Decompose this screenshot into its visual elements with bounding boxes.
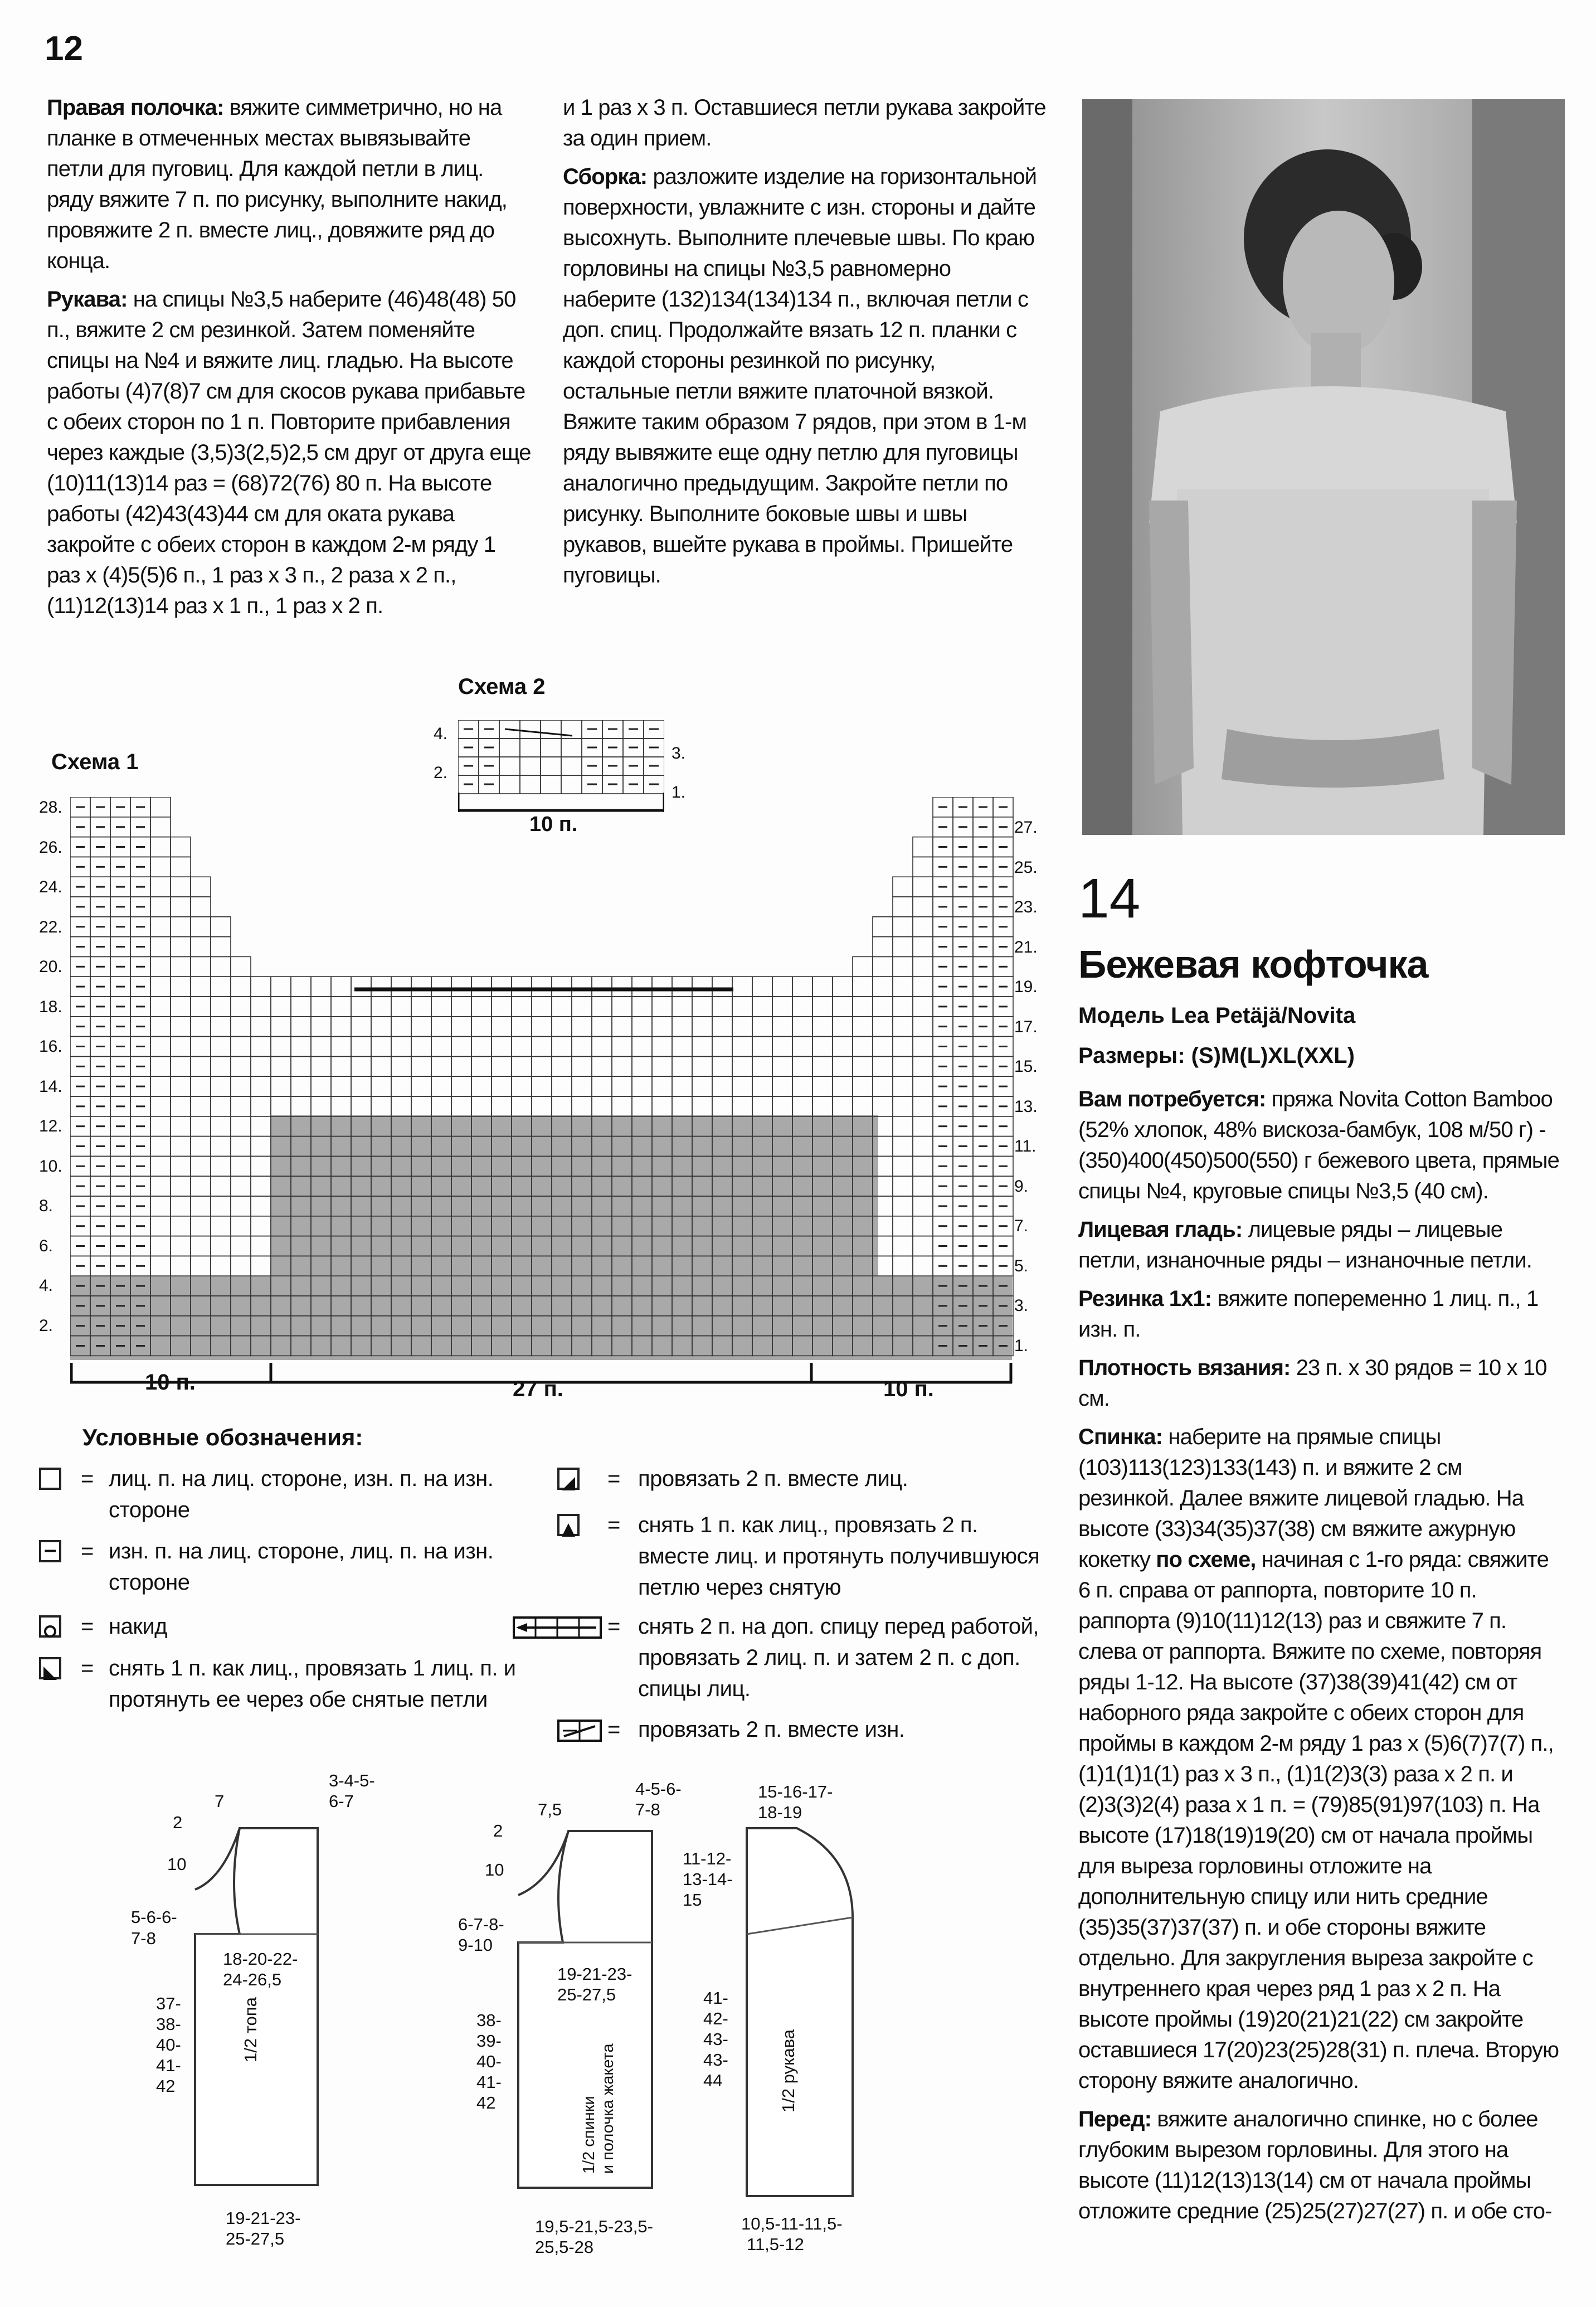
text-back-a: наберите на прямые спицы (103)113(123)133(143) п. и вяжите 2 см резинкой. Далее вяжите лицевой гладью. На высоте (33)34(35)37(38) см вяжите ажурную кокетку <box>1078 1425 1524 1572</box>
paragraph-stockinette <box>1078 1215 1563 1276</box>
paragraph-sleeve-end <box>563 93 1048 154</box>
pattern-2-dim: 7,5 <box>538 1800 562 1819</box>
pattern-2-dim: 39- <box>476 2031 502 2051</box>
pattern-3-dim: 11-12- <box>683 1849 732 1868</box>
paragraph-materials <box>1078 1084 1563 1207</box>
legend-text: снять 1 п. как лиц., провязать 1 лиц. п. и протянуть ее через обе снятые петли <box>109 1656 516 1712</box>
dash-square-icon: – <box>39 1540 61 1562</box>
pattern-3-label: 1/2 рукава <box>778 2029 798 2112</box>
text-front: вяжите аналогично спинке, но с более глубоким вырезом горловины. Для этого на высоте (11)12(13)13(14) см от начала проймы отложите средние (25)25(27)27(27) п. и обе сто- <box>1078 2107 1552 2223</box>
pattern-2-dim: 19,5-21,5-23,5- <box>535 2217 653 2236</box>
pattern-2-dim: 38- <box>476 2010 502 2030</box>
pattern-2-dim: 42 <box>476 2093 496 2112</box>
pattern-1-dim: 19-21-23- <box>226 2208 301 2228</box>
scheme-1-mid-width: 27 п. <box>513 1377 563 1401</box>
scheme-1-row-label: 13. <box>1014 1097 1038 1116</box>
scheme-2-row-label: 3. <box>672 744 686 762</box>
heading-right-front: Правая полочка: <box>47 95 224 120</box>
text-gauge: 23 п. х 30 рядов = 10 х 10 см. <box>1078 1356 1547 1411</box>
legend-equals: = <box>81 1539 94 1563</box>
pattern-2-dim: 25-27,5 <box>557 1985 616 2004</box>
pattern-1-dim: 38- <box>156 2014 181 2034</box>
legend-equals: = <box>607 1614 620 1639</box>
legend-equals: = <box>81 1466 94 1491</box>
pattern-2-dim: 41- <box>476 2072 502 2092</box>
scheme-1-row-label: 23. <box>1014 898 1038 916</box>
pattern-3-dim: 43- <box>703 2029 728 2049</box>
scheme-1-row-label: 6. <box>39 1236 53 1255</box>
scheme-2-row-label: 4. <box>434 725 448 743</box>
double-decrease-icon <box>557 1514 580 1536</box>
scheme-1-row-label: 9. <box>1014 1177 1029 1196</box>
scheme-1-row-label: 16. <box>39 1037 62 1056</box>
yarn-over-icon <box>39 1615 61 1638</box>
text-column-2 <box>563 93 1048 599</box>
scheme-1-row-label: 25. <box>1014 858 1038 877</box>
paragraph-sleeves <box>47 284 532 621</box>
pattern-1-dim: 7-8 <box>131 1929 156 1948</box>
heading-front: Перед: <box>1078 2107 1151 2131</box>
empty-square-icon <box>39 1468 61 1490</box>
pattern-1-label: 1/2 топа <box>241 1997 260 2062</box>
article-number: 14 <box>1078 867 1141 930</box>
legend-text: провязать 2 п. вместе лиц. <box>638 1466 908 1491</box>
scheme-1-row-label: 28. <box>39 798 62 817</box>
pattern-1-dim: 5-6-6- <box>131 1907 177 1927</box>
paragraph-assembly <box>563 162 1048 591</box>
legend-text: изн. п. на лиц. стороне, лиц. п. на изн. стороне <box>109 1539 494 1595</box>
paragraph-rib <box>1078 1284 1563 1345</box>
legend-equals: = <box>81 1614 94 1639</box>
text-column-3 <box>1078 1084 1563 2235</box>
scheme-1-row-label: 10. <box>39 1157 62 1176</box>
pattern-1-dim: 25-27,5 <box>226 2229 285 2248</box>
scheme-1-row-label: 19. <box>1014 978 1038 996</box>
scheme-1-row-label: 5. <box>1014 1256 1029 1275</box>
legend-text: лиц. п. на лиц. стороне, изн. п. на изн. стороне <box>109 1466 494 1522</box>
pattern-3-dim: 41- <box>703 1988 728 2008</box>
text-rib: вяжите попеременно 1 лиц. п., 1 изн. п. <box>1078 1286 1539 1342</box>
text-right-front: вяжите симметрично, но на планке в отмеченных местах вывязывайте петли для пуговиц. Для каждой петли в лиц. ряду вяжите 7 п. по рисунку, выполните накид, провяжите 2 п. вместе лиц., довяжите ряд до конца. <box>47 95 507 273</box>
legend-title: Условные обозначения: <box>82 1424 363 1450</box>
legend-text: снять 2 п. на доп. спицу перед работой, провязать 2 лиц. п. и затем 2 п. с доп. спицы лиц. <box>638 1614 1039 1701</box>
scheme-1-row-label: 17. <box>1014 1017 1038 1036</box>
scheme-1-row-label: 7. <box>1014 1217 1029 1235</box>
pattern-1-dim: 10 <box>167 1854 187 1874</box>
pattern-2-dim: 4-5-6- <box>635 1779 682 1799</box>
pattern-top-half <box>184 1817 351 2196</box>
legend-text: накид <box>109 1614 168 1639</box>
pattern-3-dim: 43- <box>703 2050 728 2070</box>
pattern-2-label-b: и полочка жакета <box>599 2043 617 2174</box>
scheme-1-row-label: 1. <box>1014 1336 1029 1355</box>
paragraph-back <box>1078 1422 1563 2096</box>
pattern-1-dim: 7 <box>215 1791 225 1811</box>
scheme-1-row-label: 3. <box>1014 1296 1029 1315</box>
purl-decrease-icon <box>557 1720 602 1742</box>
pattern-1-dim: 37- <box>156 1994 181 2013</box>
pattern-1-dim: 42 <box>156 2076 176 2096</box>
page-number: 12 <box>45 30 83 68</box>
text-column-1 <box>47 93 532 629</box>
scheme-1-right-width: 10 п. <box>883 1377 934 1401</box>
scheme-1-left-width: 10 п. <box>145 1370 196 1395</box>
pattern-1-dim: 3-4-5- <box>329 1771 375 1790</box>
pattern-2-dim: 10 <box>485 1860 504 1879</box>
pattern-2-label-a: 1/2 спинки <box>580 2096 598 2174</box>
pattern-3-dim: 42- <box>703 2009 728 2028</box>
pattern-1-dim: 2 <box>173 1813 183 1832</box>
scheme-1-row-label: 14. <box>39 1077 62 1096</box>
scheme-1-row-label: 22. <box>39 917 62 936</box>
scheme-1-row-label: 8. <box>39 1197 53 1215</box>
heading-sleeves: Рукава: <box>47 287 128 312</box>
article-sizes: Размеры: (S)M(L)XL(XXL) <box>1078 1043 1355 1068</box>
pattern-2-dim: 2 <box>493 1821 503 1840</box>
legend-equals: = <box>607 1466 620 1491</box>
pattern-2-dim: 25,5-28 <box>535 2237 594 2257</box>
text-sleeves: на спицы №3,5 наберите (46)48(48) 50 п., вяжите 2 см резинкой. Затем поменяйте спицы на №4 и вяжите лиц. гладью. На высоте работы (4)7(8)7 см для скосов рукава прибавьте с обеих сторон по 1 п. Повторите прибавления через каждые (3,5)3(2,5)2,5 см друг от друга еще (10)11(13)14 раз = (68)72(76) 80 п. На высоте работы (42)43(43)44 см для оката рукава закройте с обеих сторон в каждом 2-м ряду 1 раз х (4)5(5)6 п., 1 раз х 3 п., 2 раза х 2 п., (11)12(13)14 раз х 1 п., 1 раз х 2 п. <box>47 287 531 618</box>
scheme-1-row-label: 2. <box>39 1316 53 1335</box>
scheme-2-row-label: 2. <box>434 764 448 782</box>
legend-equals: = <box>81 1656 94 1681</box>
pattern-3-dim: 15-16-17- <box>758 1782 833 1801</box>
pattern-3-dim: 13-14- <box>683 1869 733 1889</box>
heading-assembly: Сборка: <box>563 164 648 189</box>
woman-in-blouse-photo <box>1082 99 1565 835</box>
pattern-2-dim: 19-21-23- <box>557 1964 632 1984</box>
scheme-1-title: Схема 1 <box>51 750 139 774</box>
pattern-1-dim: 40- <box>156 2035 181 2055</box>
pattern-3-dim: 44 <box>703 2071 723 2090</box>
pattern-2-label <box>580 2043 617 2174</box>
text-back-b: начиная с 1-го ряда: свяжите 6 п. справа от раппорта, повторите 10 п. раппорта (9)10(11)12(13) раз и свяжите 7 п. слева от раппорта. Вяжите по схеме, повторяя ряды 1-12. На высоте (37)38(39)41(42) см от наборного ряда закройте с обеих сторон для проймы в каждом 2-м ряду 1 раз х (5)6(7)7(7) п., (1)1(1)1(1) раз х 3 п., (1)1(2)3(3) раза х 2 п. и (2)3(3)2(4) раза х 1 п. = (79)85(91)97(103) п. На высоте (17)18(19)19(20) см от начала проймы для выреза горловины отложите на дополнительную спицу или нить средние (35)35(37)37(37) п. и обе стороны вяжите отдельно. Для закругления выреза закройте с внутреннего края через ряд 1 раз х 2 п. На высоте проймы (19)20(21)21(22) см закройте оставшиеся 17(20)23(25)28(31) п. плеча. Вторую сторону вяжите аналогично. <box>1078 1547 1559 2093</box>
left-decrease-icon <box>39 1657 61 1679</box>
legend-equals: = <box>607 1513 620 1537</box>
scheme-2-width-label: 10 п. <box>529 813 578 836</box>
pattern-2-dim: 7-8 <box>635 1800 660 1819</box>
pattern-1-dim: 24-26,5 <box>223 1970 282 1989</box>
legend-equals: = <box>607 1717 620 1742</box>
text-materials: пряжа Novita Cotton Bamboo (52% хлопок, 48% вискоза-бамбук, 108 м/50 г) - (350)400(450)500(550) г бежевого цвета, прямые спицы №4, круговые спицы №3,5 (40 см). <box>1078 1087 1559 1203</box>
scheme-1-row-label: 12. <box>39 1117 62 1135</box>
scheme-2-title: Схема 2 <box>458 674 546 699</box>
pattern-3-dim: 15 <box>683 1890 702 1910</box>
heading-stockinette: Лицевая гладь: <box>1078 1217 1243 1242</box>
legend-text: снять 1 п. как лиц., провязать 2 п. вместе лиц. и протянуть получившуюся петлю через снятую <box>638 1513 1040 1600</box>
article-model: Модель Lea Petäjä/Novita <box>1078 1003 1356 1028</box>
scheme-1-row-label: 21. <box>1014 938 1038 956</box>
text-stockinette: лицевые ряды – лицевые петли, изнаночные ряды – изнаночные петли. <box>1078 1217 1532 1273</box>
pattern-2-dim: 6-7-8- <box>458 1915 504 1934</box>
text-assembly: разложите изделие на горизонтальной поверхности, увлажните с изн. стороны и дайте высохнуть. Выполните плечевые швы. По краю горловины на спицы №3,5 равномерно наберите (132)134(134)134 п., включая петли с доп. спиц. Продолжайте вязать 12 п. планки с каждой стороны резинкой по рисунку, остальные петли вяжите платочной вязкой. Вяжите таким образом 7 рядов, при этом в 1-м ряду вывяжите еще одну петлю для пуговицы аналогично предыдущим. Закройте петли по рисунку. Выполните боковые швы и швы рукавов, вшейте рукава в проймы. Пришейте пуговицы. <box>563 164 1037 587</box>
scheme-1-row-label: 20. <box>39 958 62 976</box>
scheme-1-row-label: 15. <box>1014 1057 1038 1076</box>
pattern-1-dim: 18-20-22- <box>223 1949 298 1969</box>
text-back-bold: по схеме, <box>1156 1547 1256 1572</box>
pattern-2-dim: 9-10 <box>458 1935 493 1955</box>
pattern-3-dim: 11,5-12 <box>747 2235 804 2254</box>
pattern-1-dim: 41- <box>156 2056 181 2075</box>
cable-icon <box>513 1616 602 1639</box>
pattern-2-dim: 40- <box>476 2052 502 2071</box>
scheme-1-row-label: 24. <box>39 878 62 896</box>
scheme-1-row-label: 26. <box>39 838 62 857</box>
paragraph-right-front <box>47 93 532 276</box>
pattern-1-dim: 6-7 <box>329 1791 354 1811</box>
article-title: Бежевая кофточка <box>1078 943 1428 986</box>
scheme-1-row-label: 11. <box>1014 1137 1037 1155</box>
scheme-1-row-label: 18. <box>39 997 62 1016</box>
legend-text: провязать 2 п. вместе изн. <box>638 1717 905 1742</box>
pattern-3-dim: 18-19 <box>758 1803 802 1822</box>
paragraph-front <box>1078 2104 1563 2227</box>
scheme-2-row-label: 1. <box>672 783 686 802</box>
pattern-sleeve-half <box>736 1823 869 2207</box>
scheme-1-row-label: 4. <box>39 1276 53 1295</box>
heading-materials: Вам потребуется: <box>1078 1087 1266 1111</box>
pattern-3-dim: 10,5-11-11,5- <box>741 2214 843 2233</box>
model-photo <box>1082 99 1565 835</box>
scheme-1-row-label: 27. <box>1014 818 1038 837</box>
right-decrease-icon <box>557 1468 580 1490</box>
heading-rib: Резинка 1х1: <box>1078 1286 1212 1311</box>
heading-gauge: Плотность вязания: <box>1078 1356 1291 1380</box>
heading-back: Спинка: <box>1078 1425 1163 1449</box>
scheme-1-grid <box>70 797 1018 1405</box>
paragraph-gauge <box>1078 1353 1563 1414</box>
text-sleeve-end: и 1 раз х 3 п. Оставшиеся петли рукава закройте за один прием. <box>563 95 1046 150</box>
